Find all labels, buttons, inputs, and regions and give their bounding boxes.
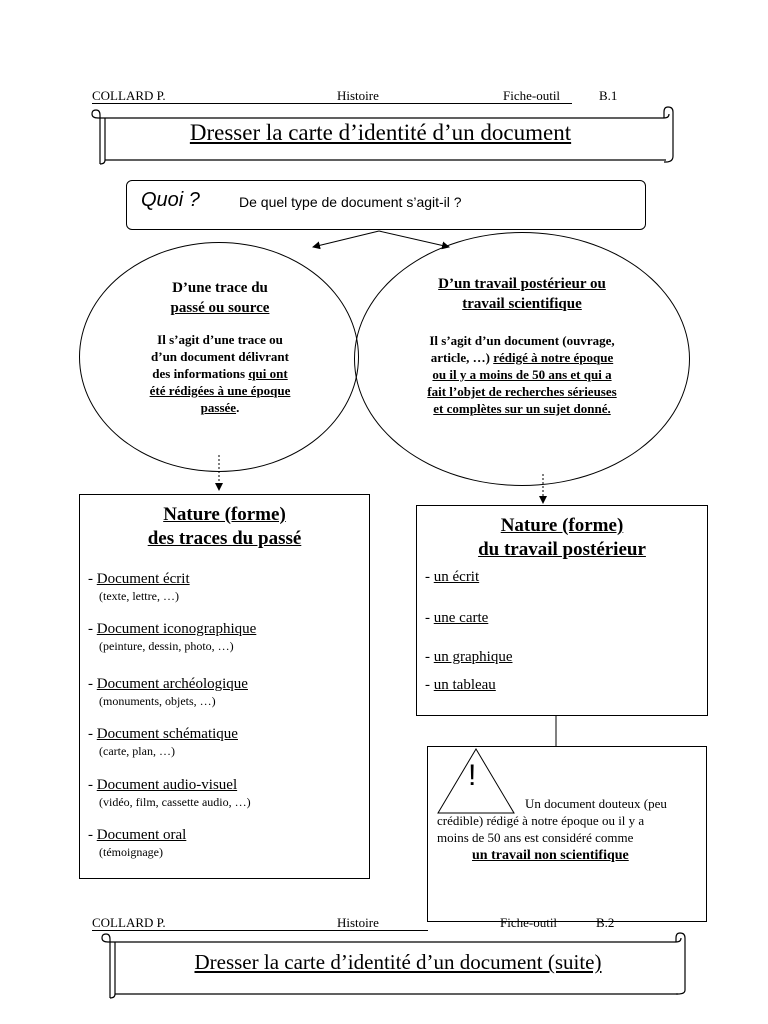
- list-item: - Document oral (témoignage): [88, 827, 187, 859]
- list-item-label: Document iconographique: [96, 621, 257, 637]
- warning-box: [427, 746, 707, 922]
- page-title: Dresser la carte d’identité d’un document: [189, 120, 572, 145]
- list-item: - Document audio-visuel (vidéo, film, cassette audio, …): [88, 777, 251, 809]
- list-item: - une carte: [425, 610, 489, 626]
- warning-line-3: moins de 50 ans est considéré comme: [437, 830, 634, 845]
- header2-underline: [92, 930, 428, 931]
- page-title-2: Dresser la carte d’identité d’un document (suite): [194, 950, 602, 974]
- list-item: - un écrit: [425, 569, 480, 585]
- question-text: De quel type de document s’agit-il ?: [239, 194, 462, 210]
- travail-posterieur-box: [416, 505, 708, 716]
- traces-passe-box-title: Nature (forme) des traces du passé: [147, 504, 302, 549]
- list-item-detail: (carte, plan, …): [99, 744, 175, 758]
- list-item-label: Document oral: [96, 827, 187, 843]
- travail-posterieur-description: Il s’agit d’un document (ouvrage, article, …) rédigé à notre époque ou il y a moins de 50 ans et qui a fait l’objet de recherches sérieuses et complètes sur un sujet donné.: [427, 333, 617, 416]
- travail-posterieur-title: D’un travail postérieur ou travail scientifique: [438, 276, 606, 312]
- list-item: - Document écrit (texte, lettre, …): [88, 571, 190, 603]
- list-item-label: Document écrit: [96, 571, 190, 587]
- list-item-label: une carte: [433, 610, 489, 626]
- header-code: B.1: [599, 88, 618, 103]
- list-item: - Document archéologique (monuments, objets, …): [88, 676, 248, 708]
- travail-posterieur-box-title: Nature (forme) du travail postérieur: [478, 515, 646, 560]
- list-item-label: Document archéologique: [96, 676, 248, 692]
- header-subject: Histoire: [337, 88, 379, 103]
- list-item-detail: (témoignage): [99, 845, 163, 859]
- header2-author: COLLARD P.: [92, 915, 166, 930]
- list-item-detail: (peinture, dessin, photo, …): [99, 639, 234, 653]
- warning-line-1: Un document douteux (peu: [525, 796, 667, 811]
- list-item-detail: (texte, lettre, …): [99, 589, 179, 603]
- header2-code: B.2: [596, 915, 615, 930]
- list-item-label: Document audio-visuel: [96, 777, 238, 793]
- list-item-label: un tableau: [433, 677, 496, 693]
- warning-line-4: un travail non scientifique: [472, 848, 629, 863]
- header-type: Fiche-outil: [503, 88, 561, 103]
- list-item-label: un graphique: [433, 649, 513, 665]
- list-item-label: Document schématique: [96, 726, 238, 742]
- list-item: - un tableau: [425, 677, 496, 693]
- traces-passe-box: [79, 494, 370, 879]
- list-item-detail: (monuments, objets, …): [99, 694, 216, 708]
- trace-passe-description: Il s’agit d’une trace ou d’un document délivrant des informations qui ont été rédigées à une époque passée.: [149, 332, 291, 415]
- list-item: - Document iconographique (peinture, dessin, photo, …): [88, 621, 257, 653]
- list-item-detail: (vidéo, film, cassette audio, …): [99, 795, 251, 809]
- list-item: - Document schématique (carte, plan, …): [88, 726, 238, 758]
- list-item: - un graphique: [425, 649, 513, 665]
- header-author: COLLARD P.: [92, 88, 166, 103]
- quoi-label: Quoi ?: [141, 189, 200, 211]
- header2-type: Fiche-outil: [500, 915, 558, 930]
- warning-line-2: crédible) rédigé à notre époque ou il y a: [437, 813, 645, 828]
- warning-symbol: !: [468, 759, 477, 792]
- trace-passe-title: D’une trace du passé ou source: [170, 280, 270, 316]
- list-item-label: un écrit: [433, 569, 480, 585]
- header2-subject: Histoire: [337, 915, 379, 930]
